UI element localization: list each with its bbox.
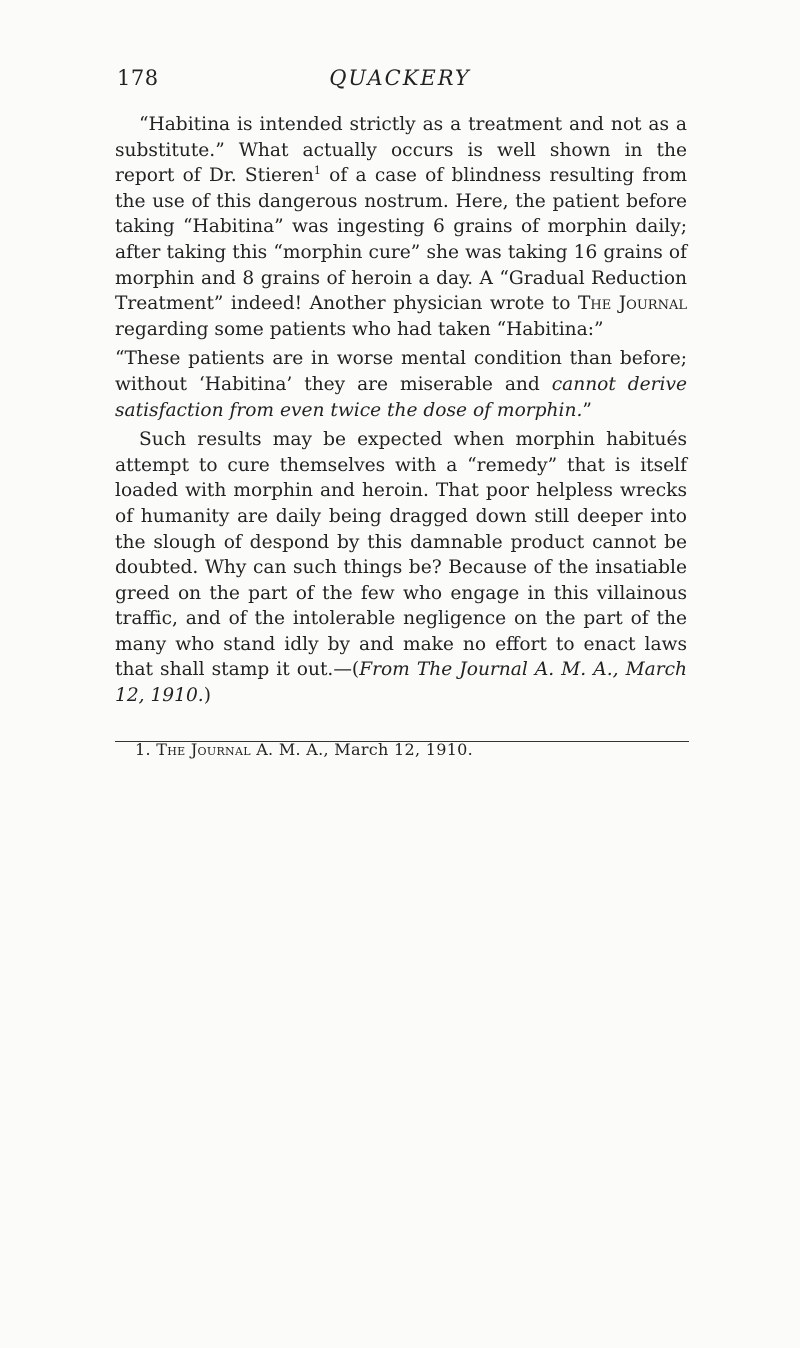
page-header xyxy=(113,66,687,106)
paragraph-1 xyxy=(115,112,687,342)
paragraph-3 xyxy=(115,427,687,709)
journal-name: The Journal xyxy=(578,293,687,315)
running-head: QUACKERY xyxy=(329,66,471,90)
body-text xyxy=(115,112,687,713)
paragraph-3-text-b: ) xyxy=(203,685,211,707)
quote-text-a: “These patients are in worse mental condition than before; without ‘Habitina’ they are miserable and xyxy=(115,348,687,395)
quote-text-b: ” xyxy=(582,399,592,421)
footnote-marker: 1 xyxy=(313,164,321,177)
paragraph-1-text-b: of a case of blindness resulting from the use of this dangerous nostrum. Here, the patient before taking “Habitina” was ingesting 6 grains of morphin daily; after taking this “morphin cure” she was taking 16 grains of morphin and 8 grains of heroin a day. A “Gradual Reduction Treatment” indeed! Another physician wrote to xyxy=(115,165,687,315)
footnote-text: A. M. A., March 12, 1910. xyxy=(250,740,474,759)
quote-italic: cannot derive satisfaction from even twice the dose of morphin. xyxy=(115,373,687,421)
block-quote xyxy=(115,346,687,423)
paragraph-3-text-a: Such results may be expected when morphin habitués attempt to cure themselves with a “remedy” that is itself loaded with morphin and heroin. That poor helpless wrecks of humanity are daily being dragged down still deeper into the slough of despond by this damnable product cannot be doubted. Why can such things be? Because of the insatiable greed on the part of the few who engage in this villainous traffic, and of the intolerable negligence on the part of the many who stand idly by and make no effort to enact laws that shall stamp it out.—( xyxy=(115,429,687,681)
footnote-journal: The Journal xyxy=(156,740,251,759)
footnote xyxy=(135,740,473,759)
paragraph-1-text-c: regarding some patients who had taken “Habitina:” xyxy=(115,318,604,340)
citation-italic: From The Journal A. M. A., March 12, 1910. xyxy=(115,659,687,707)
footnote-number: 1. xyxy=(135,740,151,759)
page-number: 178 xyxy=(117,66,159,90)
paragraph-1-text-a: “Habitina is intended strictly as a treatment and not as a substitute.” What actually occurs is well shown in the report of Dr. Stieren xyxy=(115,114,687,187)
